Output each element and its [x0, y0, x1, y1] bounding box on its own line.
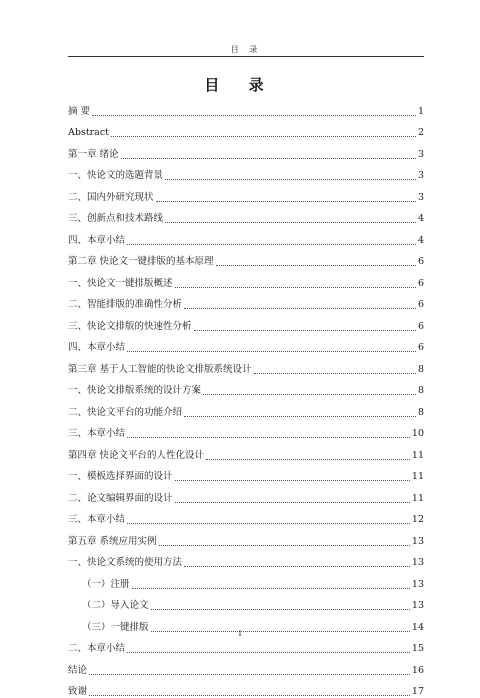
dot-leader — [127, 350, 416, 352]
toc-entry[interactable] — [68, 483, 424, 505]
toc-entry[interactable] — [68, 569, 424, 591]
toc-entry-title: 四、本章小结 — [68, 235, 125, 247]
toc-entry-page: 13 — [412, 579, 424, 591]
toc-entry[interactable] — [68, 118, 424, 140]
dot-leader — [127, 651, 410, 653]
toc-entry-title: （三）一键排版 — [82, 622, 149, 634]
header-divider — [68, 56, 424, 57]
dot-leader — [127, 243, 416, 245]
toc-entry-page: 17 — [412, 686, 424, 698]
toc-entry-title: 摘 要 — [68, 106, 90, 118]
toc-entry-page: 6 — [418, 321, 424, 333]
toc-entry[interactable] — [68, 526, 424, 548]
toc-entry-title: 四、本章小结 — [68, 342, 125, 354]
toc-entry[interactable] — [68, 655, 424, 677]
toc-entry[interactable] — [68, 333, 424, 355]
toc-entry-page: 6 — [418, 278, 424, 290]
toc-entry[interactable] — [68, 440, 424, 462]
toc-entry-page: 14 — [412, 622, 424, 634]
toc-entry-page: 10 — [412, 428, 424, 440]
toc-entry-page: 8 — [418, 407, 424, 419]
toc-entry-page: 1 — [418, 106, 424, 118]
toc-entry-title: （二）导入论文 — [82, 600, 149, 612]
toc-entry-title: 三、本章小结 — [68, 428, 125, 440]
toc-entry-page: 13 — [412, 557, 424, 569]
toc-entry[interactable] — [68, 96, 424, 118]
toc-entry[interactable] — [68, 397, 424, 419]
page-number: I — [0, 630, 480, 638]
running-header: 目 录 — [68, 44, 424, 55]
toc-entry-title: 二、智能排版的准确性分析 — [68, 299, 182, 311]
toc-entry[interactable] — [68, 419, 424, 441]
dot-leader — [165, 178, 416, 180]
dot-leader — [175, 501, 410, 503]
toc-entry-title: 第四章 快论文平台的人性化设计 — [68, 450, 204, 462]
dot-leader — [175, 479, 410, 481]
dot-leader — [184, 415, 416, 417]
toc-entry-page: 15 — [412, 643, 424, 655]
toc-entry-title: Abstract — [68, 127, 109, 139]
dot-leader — [203, 393, 416, 395]
toc-entry-page: 4 — [418, 213, 424, 225]
toc-entry-page: 3 — [418, 149, 424, 161]
dot-leader — [132, 587, 410, 589]
toc-entry-title: 三、快论文排版的快速性分析 — [68, 321, 192, 333]
dot-leader — [254, 372, 416, 374]
dot-leader — [89, 673, 410, 675]
toc-entry-title: 结论 — [68, 665, 87, 677]
dot-leader — [159, 544, 410, 546]
toc-entry[interactable] — [68, 268, 424, 290]
toc-entry[interactable] — [68, 182, 424, 204]
toc-entry-title: 一、快论文排版系统的设计方案 — [68, 385, 201, 397]
table-of-contents — [68, 96, 424, 698]
toc-entry-page: 8 — [418, 385, 424, 397]
toc-entry[interactable] — [68, 462, 424, 484]
toc-entry[interactable] — [68, 204, 424, 226]
toc-entry-title: （一）注册 — [82, 579, 130, 591]
toc-entry-page: 3 — [418, 170, 424, 182]
toc-entry[interactable] — [68, 225, 424, 247]
toc-entry[interactable] — [68, 354, 424, 376]
toc-entry-page: 3 — [418, 192, 424, 204]
toc-entry[interactable] — [68, 376, 424, 398]
toc-entry-page: 13 — [412, 536, 424, 548]
toc-entry-page: 11 — [412, 493, 424, 505]
toc-entry[interactable] — [68, 247, 424, 269]
toc-entry[interactable] — [68, 548, 424, 570]
toc-entry-title: 第五章 系统应用实例 — [68, 536, 157, 548]
dot-leader — [175, 286, 416, 288]
dot-leader — [127, 522, 410, 524]
dot-leader — [206, 458, 410, 460]
dot-leader — [151, 608, 410, 610]
toc-entry-page: 11 — [412, 450, 424, 462]
dot-leader — [216, 264, 416, 266]
toc-entry-page: 6 — [418, 299, 424, 311]
toc-entry-title: 致谢 — [68, 686, 87, 698]
toc-entry-title: 三、创新点和技术路线 — [68, 213, 163, 225]
toc-entry-page: 6 — [418, 256, 424, 268]
toc-entry-title: 第二章 快论文一键排版的基本原理 — [68, 256, 214, 268]
toc-entry-page: 13 — [412, 600, 424, 612]
toc-entry-page: 12 — [412, 514, 424, 526]
toc-entry[interactable] — [68, 591, 424, 613]
toc-entry-page: 4 — [418, 235, 424, 247]
toc-entry-title: 二、国内外研究现状 — [68, 192, 154, 204]
toc-entry-title: 第三章 基于人工智能的快论文排版系统设计 — [68, 364, 252, 376]
dot-leader — [89, 694, 410, 696]
toc-entry-title: 一、快论文一键排版概述 — [68, 278, 173, 290]
dot-leader — [92, 114, 416, 116]
dot-leader — [111, 135, 416, 137]
page-title: 目 录 — [0, 74, 480, 95]
dot-leader — [184, 565, 410, 567]
toc-entry-page: 16 — [412, 665, 424, 677]
toc-entry-title: 一、快论文的选题背景 — [68, 170, 163, 182]
toc-entry-title: 二、论文编辑界面的设计 — [68, 493, 173, 505]
toc-entry-page: 11 — [412, 471, 424, 483]
dot-leader — [156, 200, 416, 202]
toc-entry[interactable] — [68, 505, 424, 527]
toc-entry[interactable] — [68, 161, 424, 183]
toc-entry-title: 二、本章小结 — [68, 643, 125, 655]
dot-leader — [194, 329, 416, 331]
toc-entry-title: 一、模板选择界面的设计 — [68, 471, 173, 483]
dot-leader — [121, 157, 416, 159]
toc-entry[interactable] — [68, 311, 424, 333]
toc-entry-page: 2 — [418, 127, 424, 139]
toc-entry-title: 第一章 绪论 — [68, 149, 119, 161]
toc-entry-page: 6 — [418, 342, 424, 354]
dot-leader — [127, 436, 410, 438]
toc-entry[interactable] — [68, 139, 424, 161]
dot-leader — [165, 221, 416, 223]
toc-entry-page: 8 — [418, 364, 424, 376]
toc-entry-title: 三、本章小结 — [68, 514, 125, 526]
toc-entry-title: 一、快论文系统的使用方法 — [68, 557, 182, 569]
toc-entry[interactable] — [68, 290, 424, 312]
dot-leader — [184, 307, 416, 309]
toc-entry-title: 二、快论文平台的功能介绍 — [68, 407, 182, 419]
toc-entry[interactable] — [68, 677, 424, 698]
